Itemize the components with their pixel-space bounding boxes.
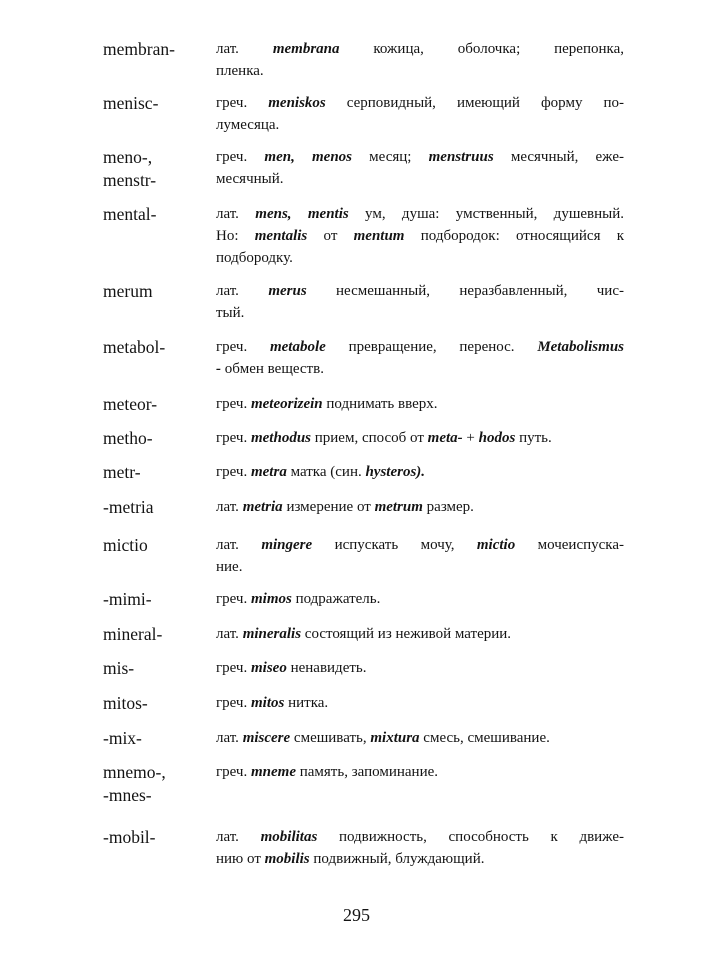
entry-definition [216, 280, 624, 324]
term-line: -metria [103, 497, 154, 517]
definition-line [216, 203, 624, 225]
definition-text: ненавидеть. [286, 660, 367, 676]
term-line: metho- [103, 428, 153, 448]
term-line: mineral- [103, 624, 163, 644]
latin-term: miseo [250, 660, 287, 676]
definition-line [216, 588, 624, 610]
definition-text: ум, душа: умственный, душевный. [348, 206, 624, 222]
definition-text: ние. [216, 559, 243, 575]
definition-line [216, 114, 624, 136]
entry-definition [216, 692, 624, 714]
definition-text: поднимать вверх. [322, 396, 438, 412]
definition-text: Но: [216, 228, 255, 244]
entry-term [103, 461, 211, 484]
definition-text: обмен веществ. [221, 361, 324, 377]
definition-text: лат. [216, 537, 262, 553]
definition-text: месячный. [216, 171, 284, 187]
term-line: menisc- [103, 93, 159, 113]
definition-line [216, 427, 624, 449]
latin-term: mineralis [242, 626, 302, 642]
entry-term [103, 826, 211, 849]
definition-text: + [462, 430, 479, 446]
definition-text: мочеиспуска- [515, 537, 625, 553]
latin-term: metrum [374, 499, 423, 515]
term-line: -mobil- [103, 827, 156, 847]
latin-term: mentalis [254, 228, 308, 244]
definition-line [216, 280, 624, 302]
latin-term: mitos [250, 695, 285, 711]
definition-text: греч. [216, 591, 251, 607]
entry-term [103, 280, 211, 303]
definition-line [216, 336, 624, 358]
term-line: merum [103, 281, 153, 301]
definition-line [216, 657, 624, 679]
definition-text: греч. [216, 396, 251, 412]
definition-text: лумесяца. [216, 117, 280, 133]
latin-term: mixtura [370, 730, 420, 746]
latin-term: metabole [269, 339, 326, 355]
entry-term [103, 393, 211, 416]
definition-text: лат. [216, 41, 273, 57]
entry-term [103, 203, 211, 226]
latin-term: membrana [272, 41, 340, 57]
definition-text: измерение от [282, 499, 375, 515]
definition-text: подбородку. [216, 250, 293, 266]
entry-definition [216, 657, 624, 679]
definition-line [216, 92, 624, 114]
definition-text: греч. [216, 660, 251, 676]
latin-term: methodus [250, 430, 311, 446]
latin-term: mobilitas [260, 829, 318, 845]
entry-definition [216, 588, 624, 610]
entry-term [103, 427, 211, 450]
definition-line [216, 168, 624, 190]
entry-term [103, 692, 211, 715]
page-number: 295 [343, 905, 370, 925]
latin-term: mimos [250, 591, 292, 607]
definition-text: серповидный, имеющий форму по- [325, 95, 624, 111]
definition-text: размер. [422, 499, 474, 515]
definition-line [216, 727, 624, 749]
entry-term [103, 92, 211, 115]
definition-text: несмешанный, неразбавленный, чис- [306, 283, 624, 299]
latin-term: metra [250, 464, 287, 480]
term-line: mitos- [103, 693, 148, 713]
definition-text: лат. [216, 206, 256, 222]
latin-term: hodos [478, 430, 516, 446]
definition-text: матка (син. [286, 464, 366, 480]
entry-definition [216, 336, 624, 380]
entry-definition [216, 727, 624, 749]
latin-term: men, menos [264, 149, 352, 165]
definition-text: месячный, еже- [493, 149, 624, 165]
term-line: metabol- [103, 337, 166, 357]
definition-line [216, 393, 624, 415]
term-line: metr- [103, 462, 141, 482]
definition-text: испускать мочу, [312, 537, 477, 553]
definition-text: путь. [515, 430, 552, 446]
definition-text: лат. [216, 829, 261, 845]
latin-term: mobilis [264, 851, 310, 867]
definition-text: память, запоминание. [295, 764, 439, 780]
definition-line [216, 225, 624, 247]
definition-text: смесь, смешивание. [419, 730, 550, 746]
definition-text: нитка. [284, 695, 329, 711]
definition-line [216, 826, 624, 848]
entry-term [103, 657, 211, 680]
latin-term: mentum [353, 228, 405, 244]
latin-term: mictio [476, 537, 516, 553]
term-line: -mix- [103, 728, 142, 748]
latin-term: Metabolismus [537, 339, 624, 355]
entry-term [103, 336, 211, 359]
latin-term: - [216, 361, 221, 377]
latin-term: meniskos [268, 95, 326, 111]
term-line: menstr- [103, 170, 157, 190]
term-line: mictio [103, 535, 148, 555]
latin-term: merus [268, 283, 307, 299]
definition-text: подражатель. [291, 591, 381, 607]
definition-line [216, 534, 624, 556]
latin-term: mingere [261, 537, 313, 553]
definition-text: подбородок: относящийся к [404, 228, 625, 244]
latin-term: metria [242, 499, 283, 515]
latin-term: meta- [427, 430, 463, 446]
definition-line [216, 692, 624, 714]
entry-definition [216, 146, 624, 190]
definition-text: кожица, оболочка; перепонка, [339, 41, 624, 57]
latin-term: mneme [250, 764, 296, 780]
definition-line [216, 556, 624, 578]
latin-term: meteorizein [250, 396, 323, 412]
entry-term [103, 623, 211, 646]
entry-definition [216, 393, 624, 415]
definition-line [216, 60, 624, 82]
definition-text: греч. [216, 430, 251, 446]
definition-text: греч. [216, 149, 265, 165]
definition-text: греч. [216, 339, 270, 355]
entry-definition [216, 427, 624, 449]
entry-term [103, 761, 211, 807]
definition-text: подвижный, блуждающий. [309, 851, 485, 867]
definition-text: лат. [216, 283, 269, 299]
definition-text: пленка. [216, 63, 264, 79]
definition-text: подвижность, способность к движе- [317, 829, 625, 845]
definition-text: лат. [216, 499, 243, 515]
definition-line [216, 496, 624, 518]
definition-line [216, 623, 624, 645]
definition-line [216, 302, 624, 324]
definition-text: смешивать, [290, 730, 371, 746]
latin-term: menstruus [428, 149, 494, 165]
definition-line [216, 848, 624, 870]
term-line: membran- [103, 39, 175, 59]
entry-term [103, 588, 211, 611]
term-line: meno-, [103, 147, 153, 167]
entry-definition [216, 826, 624, 870]
entry-definition [216, 761, 624, 783]
definition-text: тый. [216, 305, 245, 321]
entry-term [103, 146, 211, 192]
definition-line [216, 461, 624, 483]
entry-definition [216, 92, 624, 136]
term-line: mnemo-, [103, 762, 166, 782]
entry-definition [216, 38, 624, 82]
definition-line [216, 761, 624, 783]
entry-term [103, 38, 211, 61]
term-line: mis- [103, 658, 135, 678]
definition-line [216, 146, 624, 168]
definition-text: греч. [216, 695, 251, 711]
definition-text: греч. [216, 464, 251, 480]
entry-term [103, 534, 211, 557]
latin-term: mens, mentis [255, 206, 349, 222]
definition-text: от [307, 228, 354, 244]
term-line: mental- [103, 204, 157, 224]
entry-definition [216, 496, 624, 518]
latin-term: hysteros). [365, 464, 426, 480]
entry-definition [216, 534, 624, 578]
entry-definition [216, 623, 624, 645]
definition-text: нию от [216, 851, 265, 867]
term-line: meteor- [103, 394, 158, 414]
definition-text: месяц; [352, 149, 429, 165]
entry-term [103, 496, 211, 519]
entry-term [103, 727, 211, 750]
definition-text: прием, способ от [311, 430, 428, 446]
latin-term: miscere [242, 730, 291, 746]
definition-text: лат. [216, 730, 243, 746]
term-line: -mnes- [103, 785, 152, 805]
entry-definition [216, 461, 624, 483]
definition-text: греч. [216, 95, 269, 111]
entry-definition [216, 203, 624, 269]
definition-text: состоящий из неживой материи. [301, 626, 512, 642]
definition-line [216, 358, 624, 380]
definition-text: греч. [216, 764, 251, 780]
definition-line [216, 38, 624, 60]
definition-text: превращение, перенос. [325, 339, 538, 355]
definition-line [216, 247, 624, 269]
term-line: -mimi- [103, 589, 152, 609]
definition-text: лат. [216, 626, 243, 642]
